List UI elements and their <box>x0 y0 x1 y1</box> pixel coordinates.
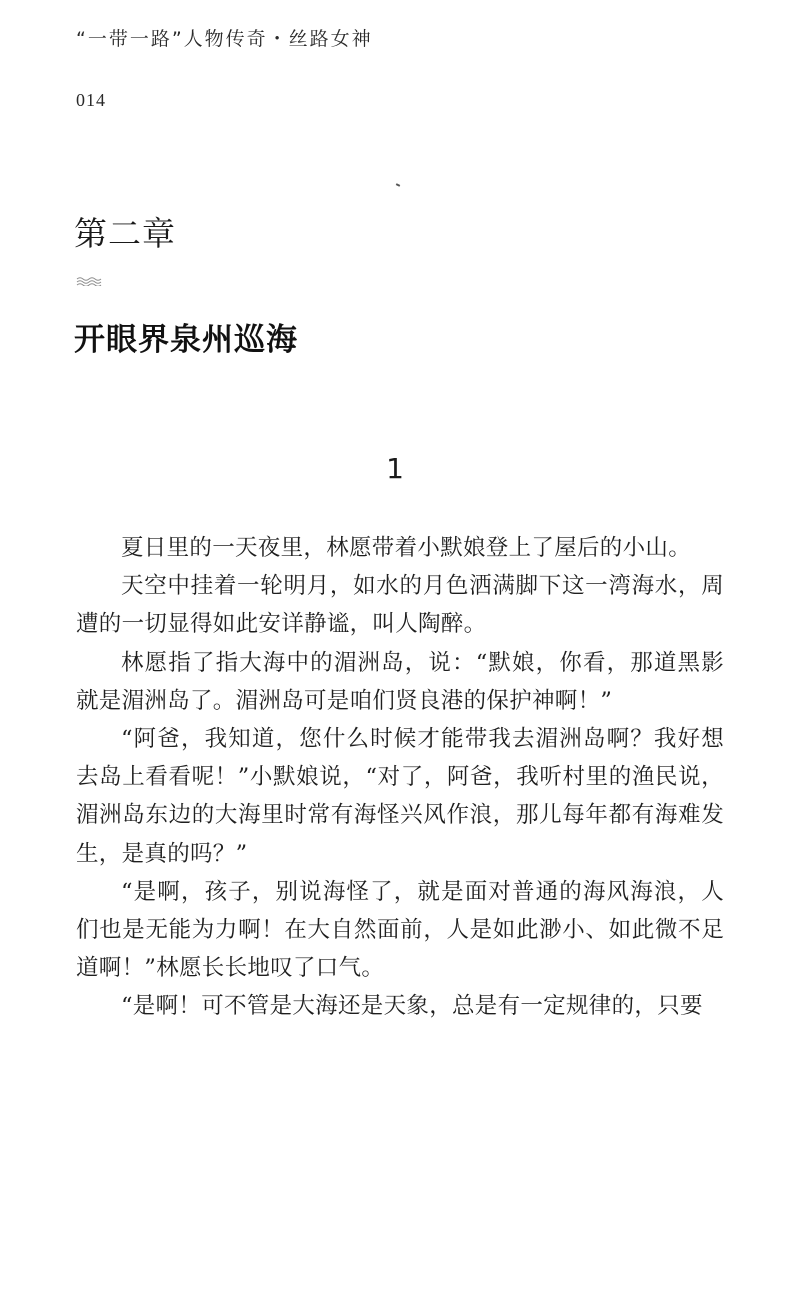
body-text <box>76 529 724 1026</box>
paragraph: “是啊！可不管是大海还是天象，总是有一定规律的，只要 <box>121 993 703 1020</box>
paragraph: “是啊，孩子，别说海怪了，就是面对普通的海风海浪，人们也是无能为力啊！在大自然面前，人是如此渺小、如此微不足道啊！”林愿长长地叹了口气。 <box>76 878 724 982</box>
paragraph: “阿爸，我知道，您什么时候才能带我去湄洲岛啊？我好想去岛上看看呢！”小默娘说，“对了，阿爸，我听村里的渔民说，湄洲岛东边的大海里时常有海怪兴风作浪，那儿每年都有海难发生，是真的吗？” <box>76 726 724 867</box>
page-number: 014 <box>76 90 106 110</box>
paragraph: 林愿指了指大海中的湄洲岛，说：“默娘，你看，那道黑影就是湄洲岛了。湄洲岛可是咱们贤良港的保护神啊！” <box>76 649 724 714</box>
running-header: “一带一路”人物传奇・丝路女神 <box>76 28 373 50</box>
paragraph: 夏日里的一天夜里，林愿带着小默娘登上了屋后的小山。 <box>121 535 692 561</box>
chapter-title: 开眼界泉州巡海 <box>74 322 298 358</box>
chapter-label: 第二章 <box>74 214 176 253</box>
scan-speck <box>396 183 400 187</box>
section-number: 1 <box>386 452 404 485</box>
paragraph: 天空中挂着一轮明月，如水的月色洒满脚下这一湾海水，周遭的一切显得如此安详静谧，叫人陶醉。 <box>76 573 724 638</box>
wave-ornament-icon <box>76 276 104 286</box>
